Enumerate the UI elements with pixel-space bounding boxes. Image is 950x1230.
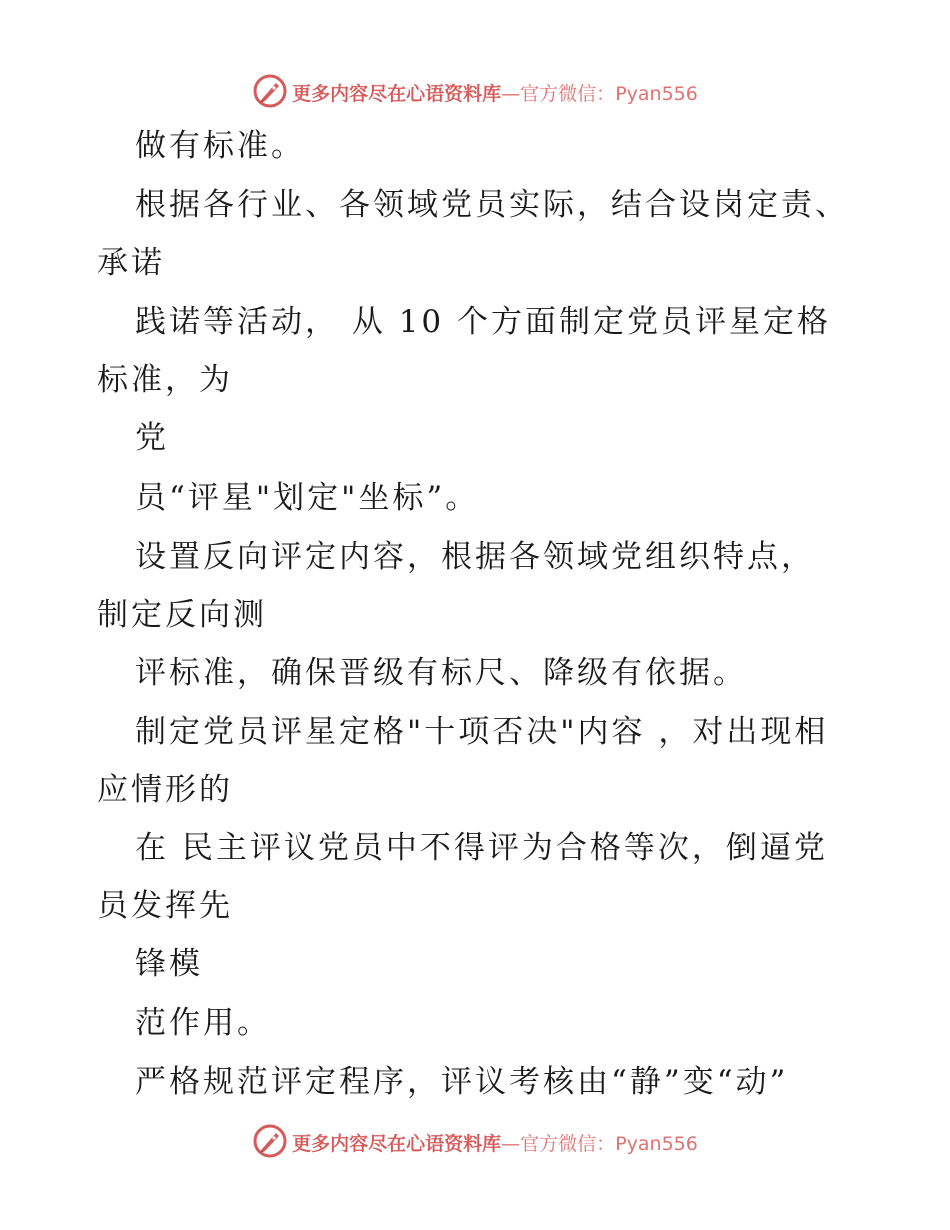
watermark-dash: — bbox=[501, 82, 521, 105]
watermark-dash: — bbox=[501, 1132, 521, 1155]
text-line: 员发挥先 bbox=[97, 888, 233, 924]
watermark-site-name: 更多内容尽在心语资料库 bbox=[292, 82, 502, 105]
text-line: 在 民主评议党员中不得评为合格等次，倒逼党 bbox=[135, 830, 828, 866]
watermark-contact-label: 官方微信： bbox=[520, 1132, 616, 1155]
text-line: 范作用。 bbox=[135, 1005, 271, 1041]
text-line: 做有标准。 bbox=[135, 128, 305, 164]
text-line: 应情形的 bbox=[97, 772, 233, 808]
text-line: 党 bbox=[135, 420, 169, 456]
text-line: 标准，为 bbox=[97, 362, 233, 398]
text-line: 设置反向评定内容，根据各领域党组织特点， bbox=[135, 539, 815, 575]
text-line: 员“评星"划定"坐标”。 bbox=[135, 480, 480, 516]
text-line: 锋模 bbox=[135, 946, 203, 982]
text-line: 制定党员评星定格"十项否决"内容 ，对出现相 bbox=[135, 714, 829, 750]
text-line: 根据各行业、各领域党员实际，结合设岗定责、 bbox=[135, 187, 849, 223]
footer-watermark bbox=[0, 1121, 950, 1161]
quill-pen-logo-icon bbox=[252, 1123, 288, 1159]
text-line: 践诺等活动， 从 10 个方面制定党员评星定格 bbox=[135, 304, 832, 340]
watermark-wechat-id: Pyan556 bbox=[615, 82, 698, 105]
watermark-wechat-id: Pyan556 bbox=[615, 1132, 698, 1155]
text-line: 承诺 bbox=[97, 245, 165, 281]
watermark-text bbox=[292, 1129, 698, 1156]
watermark-contact-label: 官方微信： bbox=[520, 82, 616, 105]
text-line: 严格规范评定程序，评议考核由“静”变“动” bbox=[135, 1064, 789, 1100]
text-line: 评标准，确保晋级有标尺、降级有依据。 bbox=[135, 655, 747, 691]
text-line: 制定反向测 bbox=[97, 597, 267, 633]
watermark-site-name: 更多内容尽在心语资料库 bbox=[292, 1132, 502, 1155]
